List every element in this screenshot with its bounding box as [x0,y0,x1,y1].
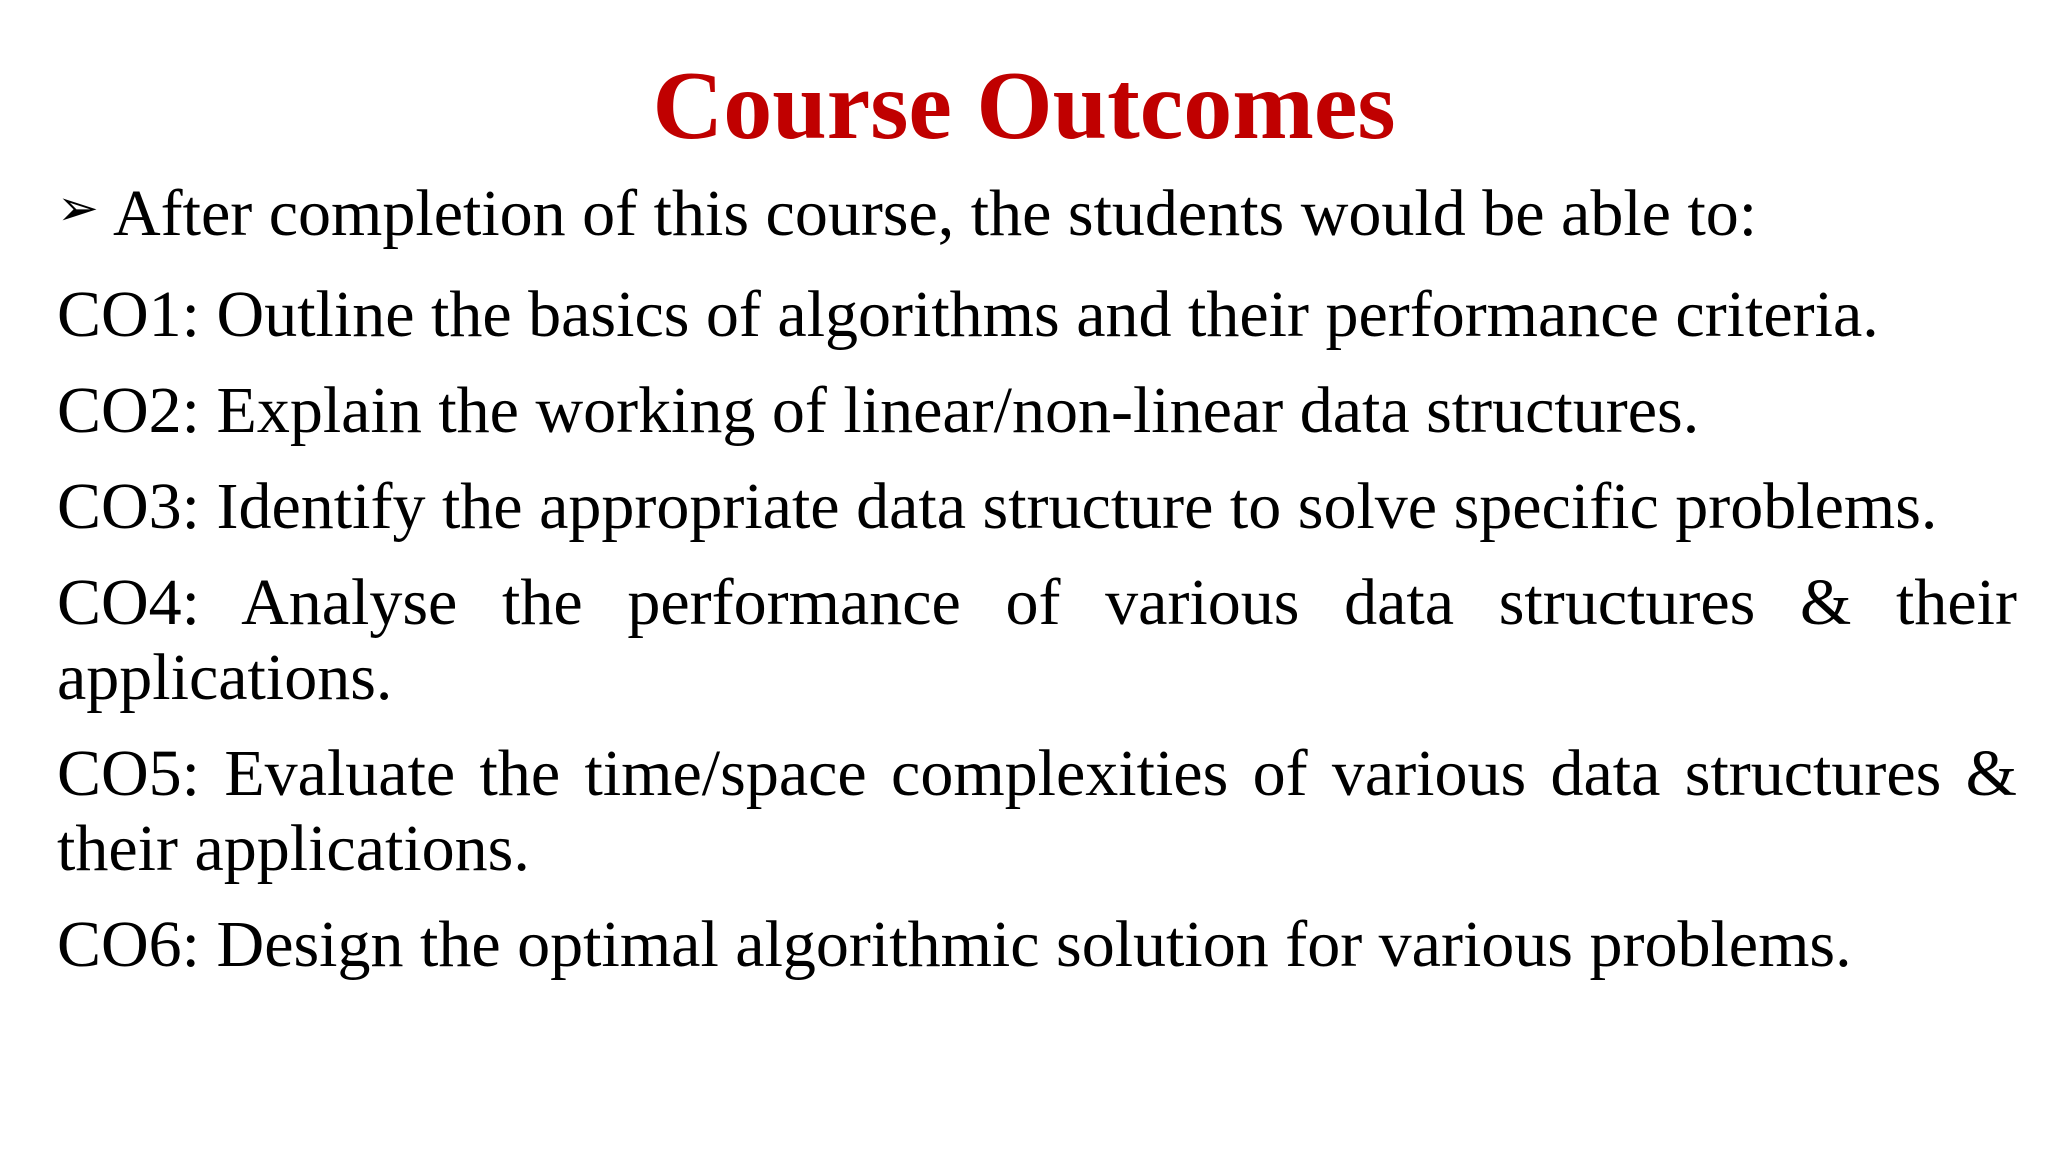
course-outcome-co3 [57,469,2017,544]
slide-title: Course Outcomes [652,52,1396,160]
intro-text: After completion of this course, the students would be able to: [113,177,1758,250]
outcome-code: CO2: [57,374,201,447]
intro-bullet-item [57,176,2017,256]
outcome-text: Analyse the performance of various data structures & their applications. [57,566,2017,714]
outcome-code: CO5: [57,737,201,810]
slide-content [57,176,2017,1003]
course-outcome-co1 [57,277,2017,352]
course-outcome-co4 [57,565,2017,715]
course-outcome-co5 [57,736,2017,886]
course-outcome-co6 [57,907,2017,982]
outcome-text: Identify the appropriate data structure to solve specific problems. [216,470,1938,543]
outcome-text: Explain the working of linear/non-linear data structures. [216,374,1700,447]
arrow-bullet-icon: ➢ [57,179,99,237]
outcome-code: CO1: [57,278,201,351]
outcome-text: Outline the basics of algorithms and their performance criteria. [216,278,1879,351]
course-outcome-co2 [57,373,2017,448]
outcome-code: CO3: [57,470,201,543]
outcome-code: CO6: [57,908,201,981]
outcome-text: Evaluate the time/space complexities of various data structures & their applications. [57,737,2017,885]
outcome-text: Design the optimal algorithmic solution for various problems. [216,908,1852,981]
outcome-code: CO4: [57,566,201,639]
